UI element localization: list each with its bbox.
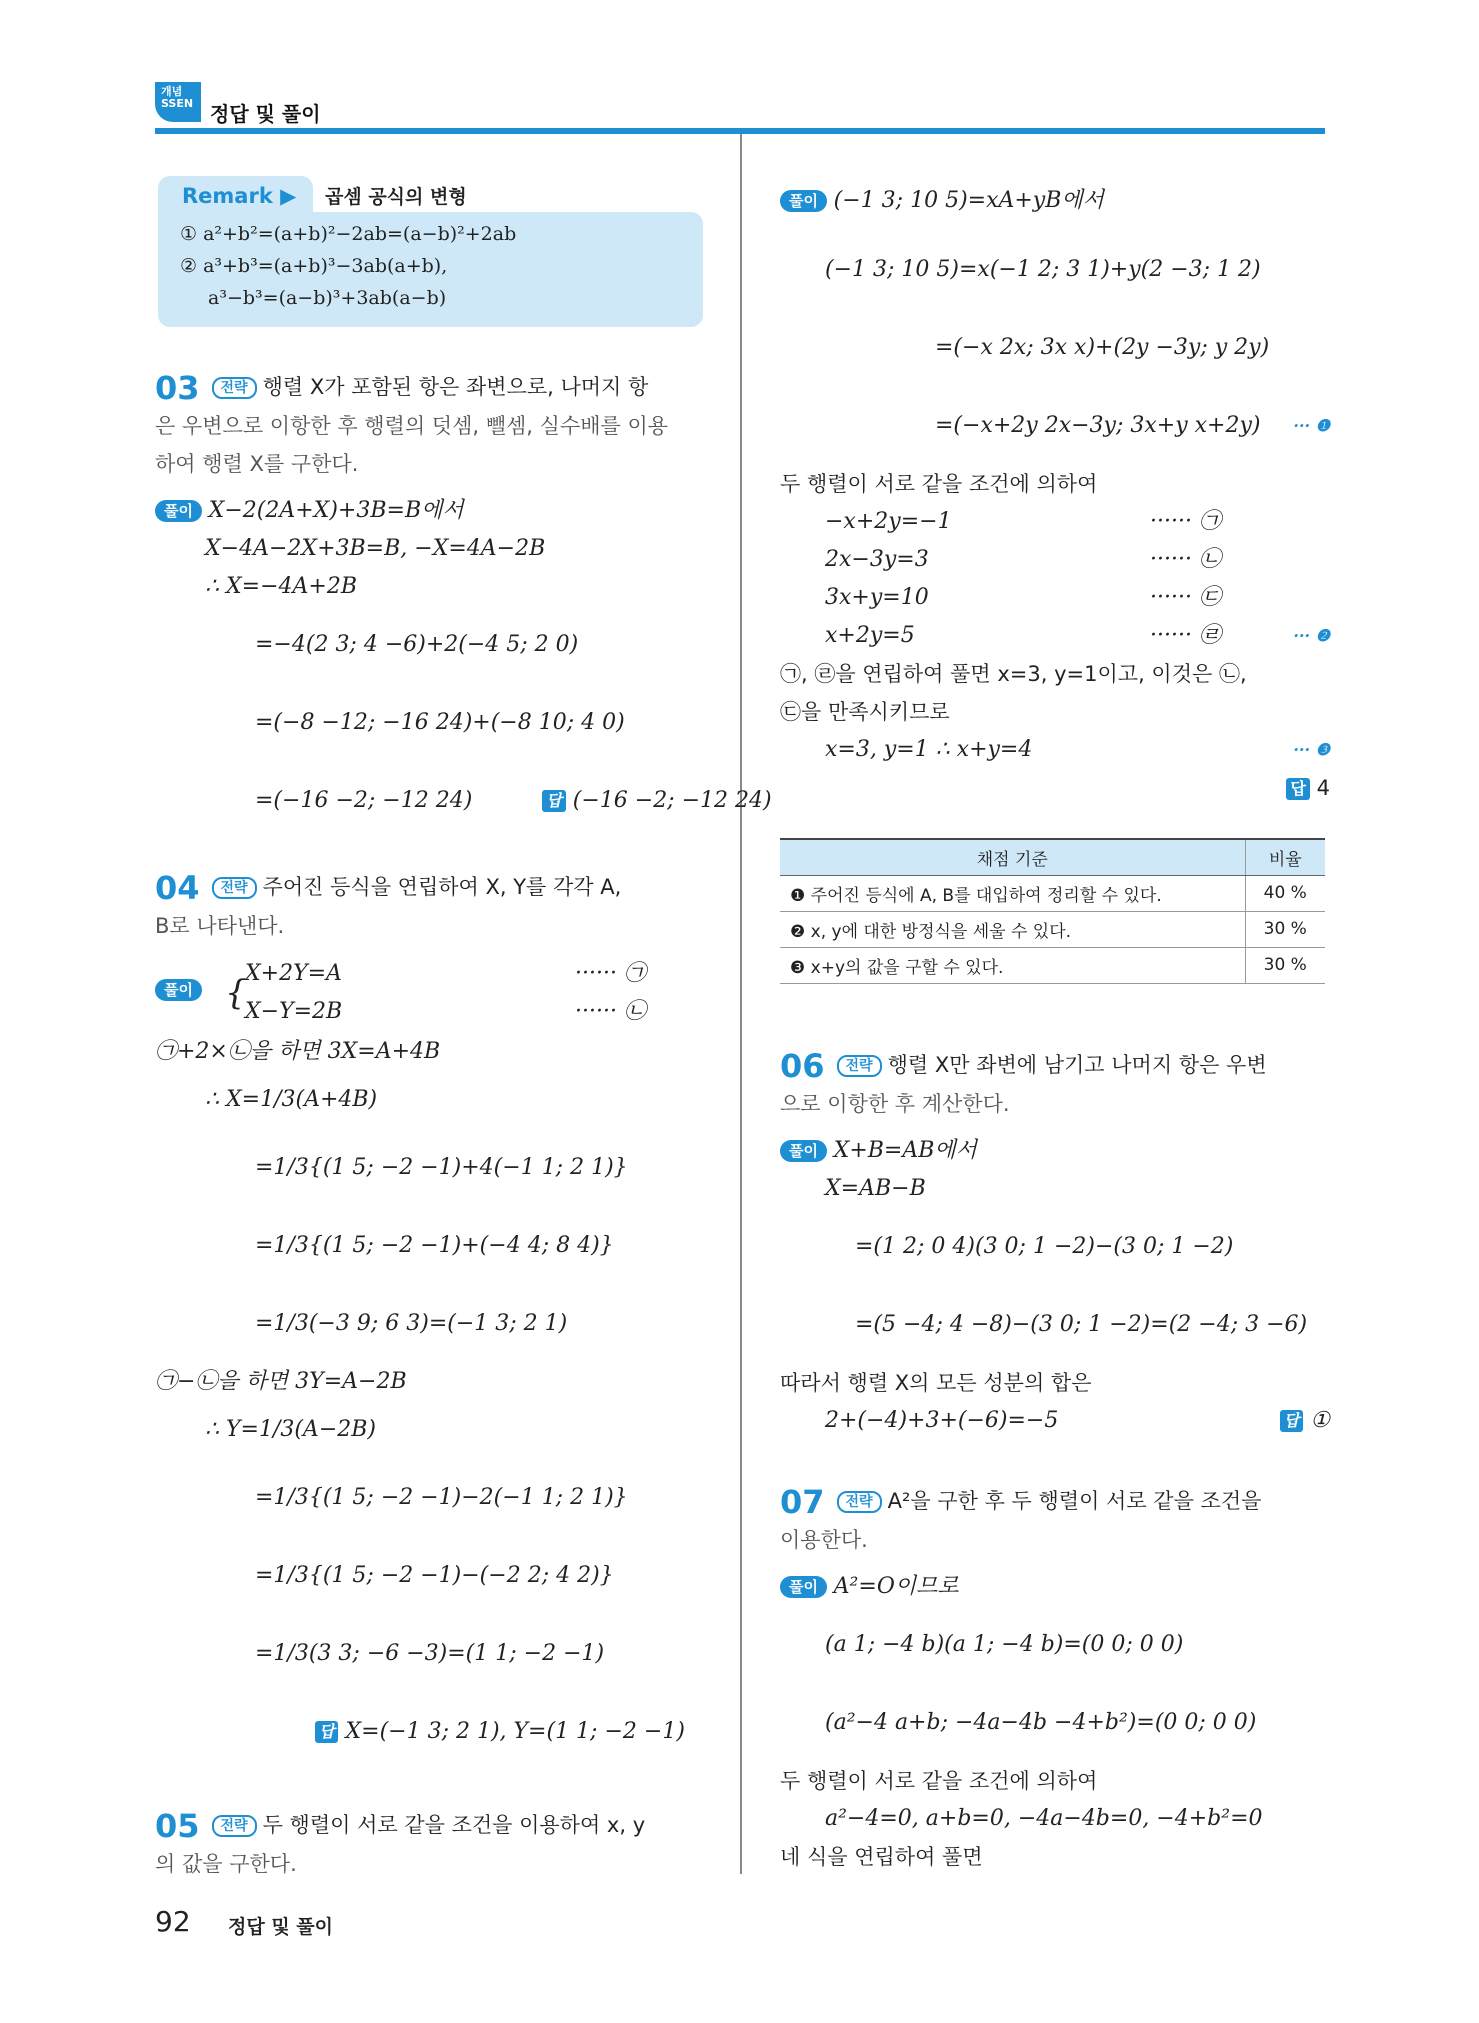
answer-badge: 답: [542, 790, 565, 812]
solution-badge: 풀이: [155, 979, 202, 1001]
strategy-badge: 전략: [837, 1055, 882, 1077]
problem-07: [780, 1482, 1330, 1876]
grading-header: 채점 기준: [780, 839, 1245, 875]
problem-05-intro: [155, 1806, 705, 1883]
solution-line: 네 식을 연립하여 풀면: [780, 1845, 983, 1869]
solution-line: (−1 3; 10 5)=xA+yB에서: [833, 188, 1104, 213]
problem-number: 05: [155, 1807, 200, 1845]
problem-03: [155, 368, 772, 840]
problem-number: 04: [155, 869, 200, 907]
solution-badge: 풀이: [780, 1576, 827, 1598]
equation-marker: ······ ㉡: [575, 999, 646, 1024]
grading-header: 비율: [1245, 839, 1325, 875]
problem-number: 03: [155, 369, 200, 407]
logo: 개념 SSEN: [155, 82, 201, 122]
equation: 2x−3y=3: [825, 547, 929, 572]
solution-line: x=3, y=1 ∴ x+y=4: [825, 737, 1033, 762]
solution-line: 따라서 행렬 X의 모든 성분의 합은: [780, 1371, 1092, 1395]
solution-line: ㉠, ㉣을 연립하여 풀면 x=3, y=1이고, 이것은 ㉡,: [780, 662, 1247, 686]
problem-05-solution: [780, 170, 1330, 807]
problem-number: 06: [780, 1047, 825, 1085]
solution-line: (−1 3; 10 5)=x(−1 2; 3 1)+y(2 −3; 1 2): [825, 257, 1261, 282]
strategy-text: 하여 행렬 X를 구한다.: [155, 452, 359, 476]
strategy-text: 행렬 X만 좌변에 남기고 나머지 항은 우변: [887, 1053, 1267, 1077]
strategy-text: 두 행렬이 서로 같을 조건을 이용하여 x, y: [262, 1813, 646, 1837]
grading-ratio: 30 %: [1245, 911, 1325, 947]
solution-line: ㉠+2×㉡을 하면 3X=A+4B: [155, 1039, 441, 1064]
strategy-text: 은 우변으로 이항한 후 행렬의 덧셈, 뺄셈, 실수배를 이용: [155, 414, 669, 438]
answer-value: (−16 −2; −12 24): [572, 788, 772, 813]
solution-line: =1/3{(1 5; −2 −1)−2(−1 1; 2 1)}: [255, 1485, 628, 1510]
solution-line: (a 1; −4 b)(a 1; −4 b)=(0 0; 0 0): [825, 1632, 1184, 1657]
strategy-text: 으로 이항한 후 계산한다.: [780, 1092, 1010, 1116]
solution-line: =(−16 −2; −12 24): [255, 788, 473, 813]
solution-line: =(1 2; 0 4)(3 0; 1 −2)−(3 0; 1 −2): [855, 1234, 1234, 1259]
equation-marker: ······ ㉠: [575, 961, 646, 986]
problem-04: 04 전략 주어진 등식을 연립하여 X, Y를 각각 A, B로 나타낸다. 풀이 { X+2Y=A ······ ㉠ X−Y=2B ······ ㉡ ㉠+2×㉡을 하면 3X=A+4B ∴ X=1/3(A+4B) =1/3{(1 5; −2 −1)+4(−1 1; 2 1)} =1/3{(1 5; −2 −1)+(−4 4; 8 4)} =1/3(−3 9; 6 3)=(−1 3; 2 1) ㉠−㉡을 하면 3Y=A−2B ∴ Y=1/3(A−2B) =1/3{(1 5; −2 −1)−2(−1 1; 2 1)} =1/3{(1 5; −2 −1)−(−2 2; 4 2)} =1/3(3 3; −6 −3)=(1 1; −2 −1) 답 X=(−1 3; 2 1), Y=(1 1; −2 −1): [155, 868, 705, 1771]
remark-line: ① a²+b²=(a+b)²−2ab=(a−b)²+2ab: [180, 223, 517, 245]
equation-marker: ······ ㉢: [1150, 585, 1221, 610]
answer-badge: 답: [1286, 778, 1309, 800]
table-row: [780, 911, 1325, 947]
strategy-text: 의 값을 구한다.: [155, 1852, 297, 1876]
solution-line: =1/3{(1 5; −2 −1)+4(−1 1; 2 1)}: [255, 1155, 628, 1180]
solution-line: ㉠−㉡을 하면 3Y=A−2B: [155, 1369, 407, 1394]
remark-line: ② a³+b³=(a+b)³−3ab(a+b),: [180, 255, 448, 277]
page-header-title: 정답 및 풀이: [210, 102, 321, 126]
problem-06: [780, 1046, 1330, 1440]
strategy-text: 주어진 등식을 연립하여 X, Y를 각각 A,: [262, 875, 622, 899]
equation: −x+2y=−1: [825, 509, 952, 534]
solution-line: =(−x 2x; 3x x)+(2y −3y; y 2y): [935, 335, 1270, 360]
step-marker: ··· ❸: [1293, 740, 1330, 759]
footer-title: 정답 및 풀이: [228, 1916, 333, 1938]
solution-line: ㉢을 만족시키므로: [780, 700, 950, 724]
step-marker: ··· ❶: [1293, 416, 1330, 435]
equation: 3x+y=10: [825, 585, 929, 610]
solution-badge: 풀이: [780, 1140, 827, 1162]
solution-line: =−4(2 3; 4 −6)+2(−4 5; 2 0): [255, 632, 579, 657]
solution-line: =(−8 −12; −16 24)+(−8 10; 4 0): [255, 710, 625, 735]
remark-box: [158, 212, 703, 327]
table-row: [780, 875, 1325, 911]
solution-line: A²=O이므로: [833, 1574, 959, 1599]
solution-line: =1/3{(1 5; −2 −1)+(−4 4; 8 4)}: [255, 1233, 614, 1258]
equation: X−Y=2B: [245, 999, 343, 1024]
column-divider: [740, 134, 742, 1874]
strategy-text: 행렬 X가 포함된 항은 좌변으로, 나머지 항: [262, 375, 649, 399]
grading-criterion: ❸ x+y의 값을 구할 수 있다.: [780, 947, 1245, 983]
solution-line: X−4A−2X+3B=B, −X=4A−2B: [205, 536, 546, 561]
grading-criterion: ❷ x, y에 대한 방정식을 세울 수 있다.: [780, 911, 1245, 947]
remark-line: a³−b³=(a−b)³+3ab(a−b): [208, 287, 447, 309]
solution-badge: 풀이: [780, 190, 827, 212]
solution-line: a²−4=0, a+b=0, −4a−4b=0, −4+b²=0: [825, 1806, 1263, 1831]
strategy-badge: 전략: [837, 1491, 882, 1513]
solution-line: =1/3(−3 9; 6 3)=(−1 3; 2 1): [255, 1311, 568, 1336]
solution-line: ∴ Y=1/3(A−2B): [205, 1417, 377, 1442]
answer-value: ①: [1310, 1408, 1330, 1433]
grading-table: [780, 838, 1325, 984]
solution-line: ∴ X=1/3(A+4B): [205, 1087, 378, 1112]
strategy-badge: 전략: [212, 1815, 257, 1837]
page-number: 92: [155, 1905, 191, 1938]
solution-line: (a²−4 a+b; −4a−4b −4+b²)=(0 0; 0 0): [825, 1710, 1257, 1735]
solution-line: =(5 −4; 4 −8)−(3 0; 1 −2)=(2 −4; 3 −6): [855, 1312, 1308, 1337]
problem-number: 07: [780, 1483, 825, 1521]
solution-line: X−2(2A+X)+3B=B에서: [208, 498, 464, 523]
strategy-badge: 전략: [212, 877, 257, 899]
grading-criterion: ❶ 주어진 등식에 A, B를 대입하여 정리할 수 있다.: [780, 875, 1245, 911]
strategy-badge: 전략: [212, 377, 257, 399]
solution-line: =1/3(3 3; −6 −3)=(1 1; −2 −1): [255, 1641, 605, 1666]
strategy-text: B로 나타낸다.: [155, 914, 285, 938]
equation-marker: ······ ㉣: [1150, 623, 1221, 648]
answer-badge: 답: [315, 1721, 338, 1743]
remark-title: 곱셈 공식의 변형: [325, 186, 467, 208]
equation: x+2y=5: [825, 623, 915, 648]
answer-value: X=(−1 3; 2 1), Y=(1 1; −2 −1): [345, 1719, 685, 1744]
solution-badge: 풀이: [155, 500, 202, 522]
remark-tag: Remark ▶: [158, 176, 313, 214]
solution-line: =1/3{(1 5; −2 −1)−(−2 2; 4 2)}: [255, 1563, 614, 1588]
grading-ratio: 40 %: [1245, 875, 1325, 911]
solution-line: 두 행렬이 서로 같을 조건에 의하여: [780, 472, 1098, 496]
table-row: [780, 947, 1325, 983]
solution-line: X+B=AB에서: [833, 1138, 977, 1163]
strategy-text: 이용한다.: [780, 1528, 868, 1552]
answer-value: 4: [1316, 776, 1330, 800]
step-marker: ··· ❷: [1293, 626, 1330, 645]
solution-line: X=AB−B: [825, 1176, 926, 1201]
solution-line: ∴ X=−4A+2B: [205, 574, 358, 599]
equation-marker: ······ ㉠: [1150, 509, 1221, 534]
solution-line: 두 행렬이 서로 같을 조건에 의하여: [780, 1769, 1098, 1793]
grading-ratio: 30 %: [1245, 947, 1325, 983]
answer-badge: 답: [1280, 1410, 1303, 1432]
solution-line: =(−x+2y 2x−3y; 3x+y x+2y): [935, 413, 1261, 438]
solution-line: 2+(−4)+3+(−6)=−5: [825, 1408, 1059, 1433]
equation: X+2Y=A: [245, 961, 342, 986]
equation-marker: ······ ㉡: [1150, 547, 1221, 572]
strategy-text: A²을 구한 후 두 행렬이 서로 같을 조건을: [887, 1489, 1262, 1513]
